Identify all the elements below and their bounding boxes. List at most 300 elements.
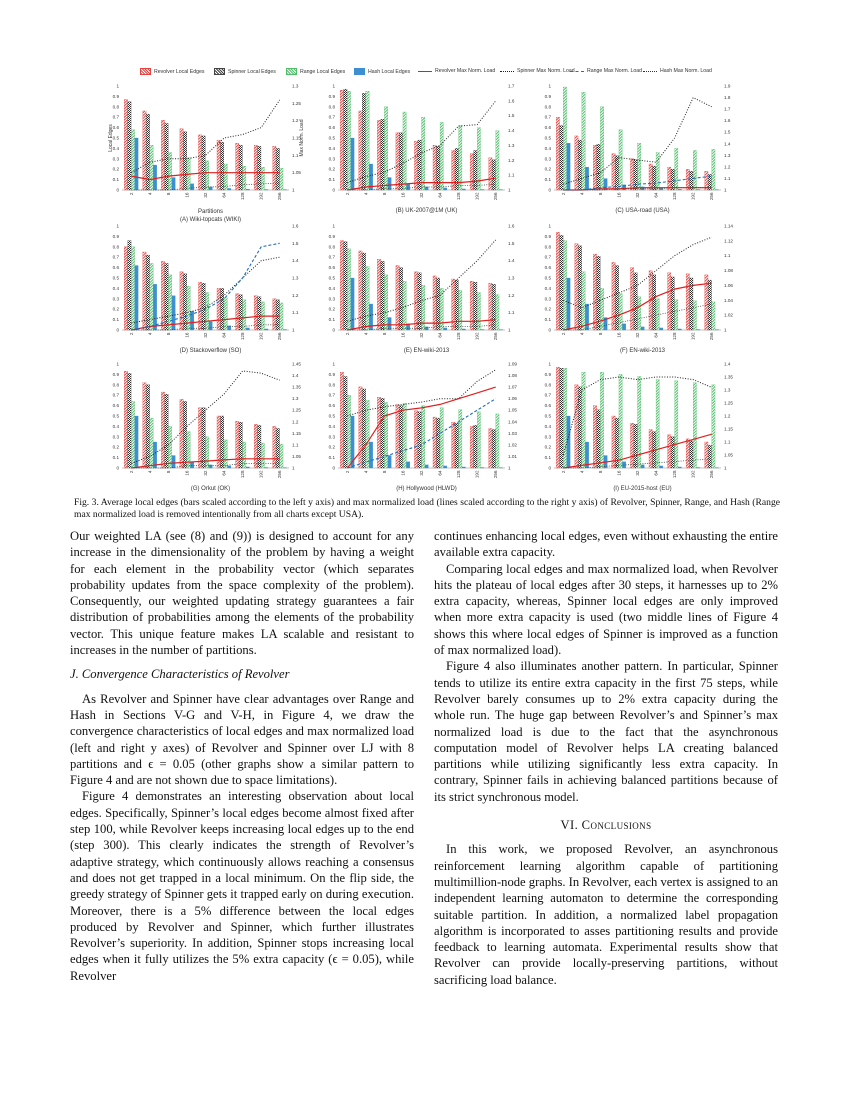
x-tick-label: 8 [165, 192, 171, 196]
legend-label: Spinner Max Norm. Load [517, 68, 575, 74]
bar-range [384, 107, 387, 190]
bar-revolver [198, 135, 201, 190]
x-tick-label: 256 [709, 332, 715, 341]
y-tick-label: 0.1 [328, 177, 335, 183]
legend-swatch [286, 68, 297, 75]
bar-spinner [258, 425, 261, 468]
bar-revolver [254, 145, 257, 190]
bar-revolver [143, 252, 146, 330]
y-tick-label: 0.7 [112, 254, 119, 260]
y2-tick-label: 1.03 [508, 430, 517, 436]
y-tick-label: 0 [548, 327, 551, 333]
legend-item [643, 68, 712, 74]
y-tick-label: 0.5 [328, 275, 335, 281]
x-tick-label: 4 [147, 192, 153, 196]
legend-swatch [418, 71, 432, 72]
bar-spinner [560, 126, 563, 190]
bar-revolver [180, 272, 183, 330]
x-tick-label: 16 [184, 470, 190, 476]
bar-spinner [418, 273, 421, 330]
y2-tick-label: 1.05 [724, 452, 733, 458]
bar-revolver [575, 136, 578, 190]
bar-range [366, 400, 369, 468]
y2-tick-label: 1.06 [724, 282, 733, 288]
bar-range [150, 418, 153, 468]
left-column [70, 528, 414, 984]
bar-hash [228, 188, 231, 190]
y-tick-label: 0.6 [112, 125, 119, 131]
y-tick-label: 0 [332, 327, 335, 333]
bar-spinner [634, 160, 637, 190]
bar-spinner [165, 394, 168, 468]
bar-revolver [649, 430, 652, 468]
y-tick-label: 1 [548, 223, 551, 229]
bar-spinner [560, 235, 563, 330]
y2-tick-label: 1.9 [724, 83, 731, 89]
paragraph: In this work, we proposed Revolver, an asynchronous reinforcement learning algorithm capable of partitioning multimillion-node graphs. In Revolver, each vertex is assigned to an independent learning automaton to determine the corresponding suitable partition. In addition, a normalized label propagation algorithm is incorporated to asses partitioning results and provide feedback to learning automata. Experimental results show that Revolver can provide locally-preserving partitions, without sacrificing load balance. [434, 842, 778, 987]
bar-spinner [437, 146, 440, 190]
bar-hash [190, 462, 193, 468]
bar-hash [567, 278, 570, 330]
bar-revolver [180, 399, 183, 468]
chart-title: (C) USA-road (USA) [615, 208, 670, 214]
y-tick-label: 0.1 [544, 317, 551, 323]
subsection-heading: J. Convergence Characteristics of Revolver [70, 667, 290, 682]
bar-revolver [593, 254, 596, 330]
bar-range [403, 281, 406, 330]
bar-range [563, 87, 566, 190]
y2-tick-label: 1.1 [508, 310, 515, 316]
bar-spinner [671, 169, 674, 190]
bar-hash [697, 329, 700, 330]
y-tick-label: 0.2 [328, 306, 335, 312]
y-tick-label: 0.8 [328, 244, 335, 250]
x-tick-label: 128 [456, 192, 462, 201]
x-tick-label: 192 [690, 192, 696, 201]
bar-range [366, 267, 369, 330]
bar-revolver [236, 143, 239, 190]
y-tick-label: 0.1 [112, 177, 119, 183]
bar-range [712, 385, 715, 468]
chart-svg [540, 360, 745, 488]
chart-panel [540, 82, 745, 214]
y2-tick-label: 1.2 [724, 413, 731, 419]
bar-revolver [668, 435, 671, 468]
chart-title: (I) EU-2015-host (EU) [613, 486, 672, 492]
bar-spinner [128, 373, 131, 468]
bar-range [477, 412, 480, 468]
bar-spinner [418, 412, 421, 468]
x-tick-label: 64 [653, 192, 659, 198]
y-tick-label: 0.2 [112, 444, 119, 450]
bar-range [582, 372, 585, 468]
x-axis-label: Partitions [197, 209, 223, 215]
y-tick-label: 1 [116, 83, 119, 89]
x-tick-label: 4 [579, 332, 585, 336]
bar-revolver [433, 276, 436, 330]
y-tick-label: 0.3 [112, 156, 119, 162]
bar-revolver [124, 371, 127, 468]
bar-hash [135, 416, 138, 468]
chart-title: (B) UK-2007@1M (UK) [395, 208, 458, 214]
y2-tick-label: 1.8 [724, 95, 731, 101]
x-tick-label: 128 [672, 470, 678, 479]
x-tick-label: 32 [203, 192, 208, 198]
bar-range [131, 247, 134, 330]
legend-item [140, 68, 204, 75]
y2-tick-label: 1.08 [724, 268, 733, 274]
x-tick-label: 128 [672, 192, 678, 201]
bar-range [150, 263, 153, 330]
bar-revolver [124, 247, 127, 330]
bar-spinner [381, 261, 384, 330]
bar-range [675, 148, 678, 190]
x-tick-label: 4 [579, 470, 585, 474]
y-tick-label: 0.9 [544, 371, 551, 377]
y2-tick-label: 1.2 [508, 292, 515, 298]
x-tick-label: 128 [240, 332, 246, 341]
x-tick-label: 192 [690, 470, 696, 479]
bar-revolver [556, 232, 559, 330]
x-tick-label: 16 [184, 192, 190, 198]
y2-tick-label: 1.6 [508, 223, 515, 229]
bar-range [224, 298, 227, 330]
y-tick-label: 0.4 [112, 145, 119, 151]
x-tick-label: 64 [221, 192, 227, 198]
bar-range [693, 383, 696, 468]
bar-hash [172, 178, 175, 190]
x-tick-label: 32 [203, 332, 208, 338]
x-tick-label: 8 [597, 192, 603, 196]
paragraph: Our weighted LA (see (8) and (9)) is designed to account for any increase in the dimensionality of the problem by having a weight for each element in the probability vector (which separates probability updates from the space complexity of the problem). Consequently, our weighted updating strategy guarantees a fair distribution of probabilities among the elements of the probability vector. This unique feature makes LA scalable and resistant to increases in the number of partitions. [70, 529, 414, 658]
bar-spinner [276, 148, 279, 190]
x-tick-label: 192 [258, 470, 264, 479]
chart-panel [324, 222, 529, 354]
bar-spinner [492, 160, 495, 190]
bar-range [496, 131, 499, 190]
bar-range [582, 92, 585, 190]
bar-range [347, 249, 350, 330]
bar-range [693, 150, 696, 190]
bar-spinner [653, 166, 656, 190]
bar-revolver [433, 417, 436, 468]
x-tick-label: 16 [184, 332, 190, 338]
chart-panel [540, 222, 745, 354]
bar-range [347, 91, 350, 190]
bar-spinner [455, 280, 458, 330]
chart-svg [324, 360, 529, 488]
bar-range [477, 293, 480, 330]
bar-hash [462, 329, 465, 330]
bar-revolver [377, 120, 380, 190]
paragraph: continues enhancing local edges, even without exhausting the entire available extra capacity. [434, 529, 778, 560]
bar-spinner [258, 297, 261, 330]
bar-spinner [381, 119, 384, 190]
y-tick-label: 0.5 [544, 135, 551, 141]
bar-revolver [236, 421, 239, 468]
legend-label: Spinner Local Edges [228, 68, 276, 75]
x-tick-label: 4 [363, 192, 369, 196]
chart-svg [108, 360, 313, 488]
x-tick-label: 4 [147, 470, 153, 474]
chart-svg [540, 82, 745, 210]
x-tick-label: 16 [616, 192, 622, 198]
y-tick-label: 0.4 [112, 285, 119, 291]
bar-spinner [344, 376, 347, 468]
y2-tick-label: 1.05 [292, 170, 301, 176]
bar-revolver [556, 367, 559, 468]
paragraph: Figure 4 also illuminates another pattern. In particular, Spinner tends to utilize its entire extra capacity in the first 75 steps, while Revolver barely consumes up to 2% extra capacity during the whole run. The huge gap between Revolver’s and Spinner’s max normalized load is due to the fact that the asynchronous computation model of Revolver helps LA creating balanced partitions while utilizing significantly less extra capacity. In contrary, Spinner fails in achieving balanced partitions because of its strict synchronous model. [434, 659, 778, 804]
bar-revolver [705, 442, 708, 468]
bar-range [638, 143, 641, 190]
bar-range [459, 126, 462, 190]
y-tick-label: 0.9 [112, 233, 119, 239]
y2-tick-label: 1.05 [508, 407, 517, 413]
bar-hash [388, 456, 391, 468]
x-tick-label: 32 [635, 192, 640, 198]
bar-spinner [165, 263, 168, 330]
x-tick-label: 2 [128, 470, 134, 474]
bar-revolver [359, 387, 362, 468]
y-tick-label: 0.6 [112, 403, 119, 409]
y-tick-label: 0 [116, 187, 119, 193]
bar-spinner [615, 266, 618, 330]
y-tick-label: 0 [116, 465, 119, 471]
bar-hash [481, 189, 484, 190]
bar-range [600, 288, 603, 330]
bar-range [150, 145, 153, 190]
bar-spinner [597, 256, 600, 330]
bar-revolver [236, 294, 239, 330]
bar-spinner [362, 93, 365, 190]
y-tick-label: 0 [548, 187, 551, 193]
bar-range [563, 368, 566, 468]
x-tick-label: 8 [381, 470, 387, 474]
bar-revolver [396, 133, 399, 190]
x-tick-label: 4 [579, 192, 585, 196]
y-tick-label: 0.8 [112, 104, 119, 110]
bar-range [366, 91, 369, 190]
x-tick-label: 4 [147, 332, 153, 336]
y2-tick-label: 1.3 [724, 152, 731, 158]
y-tick-label: 0.6 [544, 265, 551, 271]
bar-hash [246, 189, 249, 190]
y-tick-label: 0.4 [328, 423, 335, 429]
bar-hash [425, 465, 428, 468]
y2-tick-label: 1.04 [508, 419, 517, 425]
y-tick-label: 0.4 [112, 423, 119, 429]
legend-item [570, 68, 642, 74]
y2-tick-label: 1.3 [508, 142, 515, 148]
x-tick-label: 8 [165, 332, 171, 336]
y-tick-label: 0.5 [328, 135, 335, 141]
bar-revolver [254, 424, 257, 468]
bar-hash [481, 467, 484, 468]
y-tick-label: 0.5 [112, 413, 119, 419]
y-tick-label: 0.3 [544, 156, 551, 162]
y-tick-label: 0.8 [544, 244, 551, 250]
bar-spinner [634, 424, 637, 468]
bar-spinner [344, 89, 347, 190]
bar-spinner [183, 274, 186, 330]
bar-hash [406, 462, 409, 468]
bar-range [619, 294, 622, 330]
bar-spinner [708, 445, 711, 468]
y-tick-label: 0.6 [328, 125, 335, 131]
bar-spinner [437, 278, 440, 330]
x-tick-label: 32 [635, 332, 640, 338]
y-tick-label: 0.8 [112, 382, 119, 388]
bar-hash [462, 189, 465, 190]
bar-hash [697, 467, 700, 468]
legend-item [500, 68, 575, 74]
x-tick-label: 8 [381, 332, 387, 336]
chart-title: (G) Orkut (OK) [190, 486, 231, 492]
bar-range [619, 374, 622, 468]
y-tick-label: 0 [116, 327, 119, 333]
y-tick-label: 0.9 [112, 93, 119, 99]
bar-range [582, 272, 585, 330]
x-tick-label: 2 [344, 470, 350, 474]
bar-range [224, 440, 227, 468]
y2-tick-label: 1.25 [292, 407, 301, 413]
paragraph: Comparing local edges and max normalized load, when Revolver hits the plateau of local edges after 30 steps, it harnesses up to 2% extra capacity, whereas, Spinner local edges are only improved when more extra capacity is used (two middle lines of Figure 4 shows this where local edges of Spinner is improved as a function of max normalized load). [434, 561, 778, 658]
bar-hash [351, 138, 354, 190]
bar-spinner [183, 401, 186, 468]
bar-spinner [578, 140, 581, 190]
bar-hash [265, 329, 268, 330]
y-tick-label: 0.1 [544, 177, 551, 183]
x-tick-label: 256 [709, 470, 715, 479]
y-tick-label: 0.8 [328, 382, 335, 388]
bar-revolver [452, 150, 455, 190]
x-tick-label: 256 [493, 192, 499, 201]
bar-revolver [359, 251, 362, 330]
bar-spinner [146, 385, 149, 468]
x-tick-label: 2 [344, 192, 350, 196]
y2-tick-label: 1 [292, 187, 295, 193]
bar-range [496, 414, 499, 468]
x-tick-label: 32 [419, 470, 424, 476]
bar-revolver [575, 385, 578, 468]
x-tick-label: 2 [560, 332, 566, 336]
bar-spinner [671, 277, 674, 330]
x-tick-label: 32 [203, 470, 208, 476]
bar-spinner [455, 423, 458, 468]
bar-range [619, 130, 622, 190]
y2-tick-label: 1 [292, 465, 295, 471]
legend-label: Hash Local Edges [368, 68, 411, 75]
bar-spinner [597, 410, 600, 468]
y-tick-label: 0.7 [328, 114, 335, 120]
bar-hash [641, 327, 644, 330]
bar-spinner [653, 275, 656, 330]
bar-spinner [165, 123, 168, 190]
y2-tick-label: 1 [724, 327, 727, 333]
bar-revolver [612, 262, 615, 330]
bar-spinner [221, 288, 224, 330]
bar-revolver [612, 154, 615, 190]
y2-tick-label: 1 [508, 187, 511, 193]
bar-range [261, 443, 264, 468]
bar-range [243, 300, 246, 330]
figure-legend [140, 68, 740, 80]
bar-range [496, 295, 499, 330]
bar-spinner [597, 144, 600, 190]
chart-panel [324, 82, 529, 214]
bar-revolver [217, 288, 220, 330]
x-tick-label: 192 [474, 470, 480, 479]
bar-hash [641, 465, 644, 468]
bar-hash [209, 322, 212, 330]
x-tick-label: 192 [474, 332, 480, 341]
y-tick-label: 0.2 [544, 306, 551, 312]
x-tick-label: 8 [597, 332, 603, 336]
bar-range [280, 168, 283, 190]
bar-revolver [433, 145, 436, 190]
y-tick-label: 0.9 [112, 371, 119, 377]
y-tick-label: 0.7 [112, 392, 119, 398]
legend-item [214, 68, 276, 75]
bar-spinner [362, 389, 365, 468]
y2-tick-label: 1.2 [292, 419, 299, 425]
chart-panel [540, 360, 745, 492]
bar-range [440, 288, 443, 330]
y2-tick-label: 1.7 [724, 106, 731, 112]
x-tick-label: 64 [437, 192, 443, 198]
bar-hash [283, 329, 286, 330]
x-tick-label: 8 [381, 192, 387, 196]
bar-revolver [254, 296, 257, 330]
x-tick-label: 128 [456, 332, 462, 341]
bar-revolver [377, 259, 380, 330]
x-tick-label: 8 [597, 470, 603, 474]
legend-swatch [354, 68, 365, 75]
chart-title: (E) EN-wiki-2013 [403, 348, 450, 354]
y-tick-label: 0.6 [328, 265, 335, 271]
y2-tick-label: 1.4 [292, 373, 299, 379]
y2-tick-label: 1.14 [724, 223, 733, 229]
bar-revolver [273, 426, 276, 468]
bar-range [638, 297, 641, 330]
bar-spinner [560, 368, 563, 468]
bar-hash [444, 188, 447, 190]
bar-revolver [161, 392, 164, 468]
y2-tick-label: 1.35 [292, 384, 301, 390]
y2-tick-label: 1.5 [508, 240, 515, 246]
y-tick-label: 0.8 [328, 104, 335, 110]
bar-revolver [649, 164, 652, 190]
bar-spinner [455, 148, 458, 190]
bar-range [403, 404, 406, 468]
bar-range [280, 303, 283, 330]
bar-revolver [161, 261, 164, 330]
bar-revolver [143, 383, 146, 468]
x-tick-label: 128 [240, 470, 246, 479]
y-tick-label: 0.2 [544, 166, 551, 172]
y2-tick-label: 1.08 [508, 373, 517, 379]
bar-range [459, 290, 462, 330]
bar-hash [678, 189, 681, 190]
chart-svg [324, 222, 529, 350]
x-tick-label: 8 [165, 470, 171, 474]
x-tick-label: 64 [653, 332, 659, 338]
y-tick-label: 0.3 [112, 434, 119, 440]
y2-axis-label: Max Norm. Load [299, 119, 305, 157]
y2-tick-label: 1.09 [508, 361, 517, 367]
y2-tick-label: 1.04 [724, 297, 733, 303]
bar-spinner [202, 136, 205, 190]
